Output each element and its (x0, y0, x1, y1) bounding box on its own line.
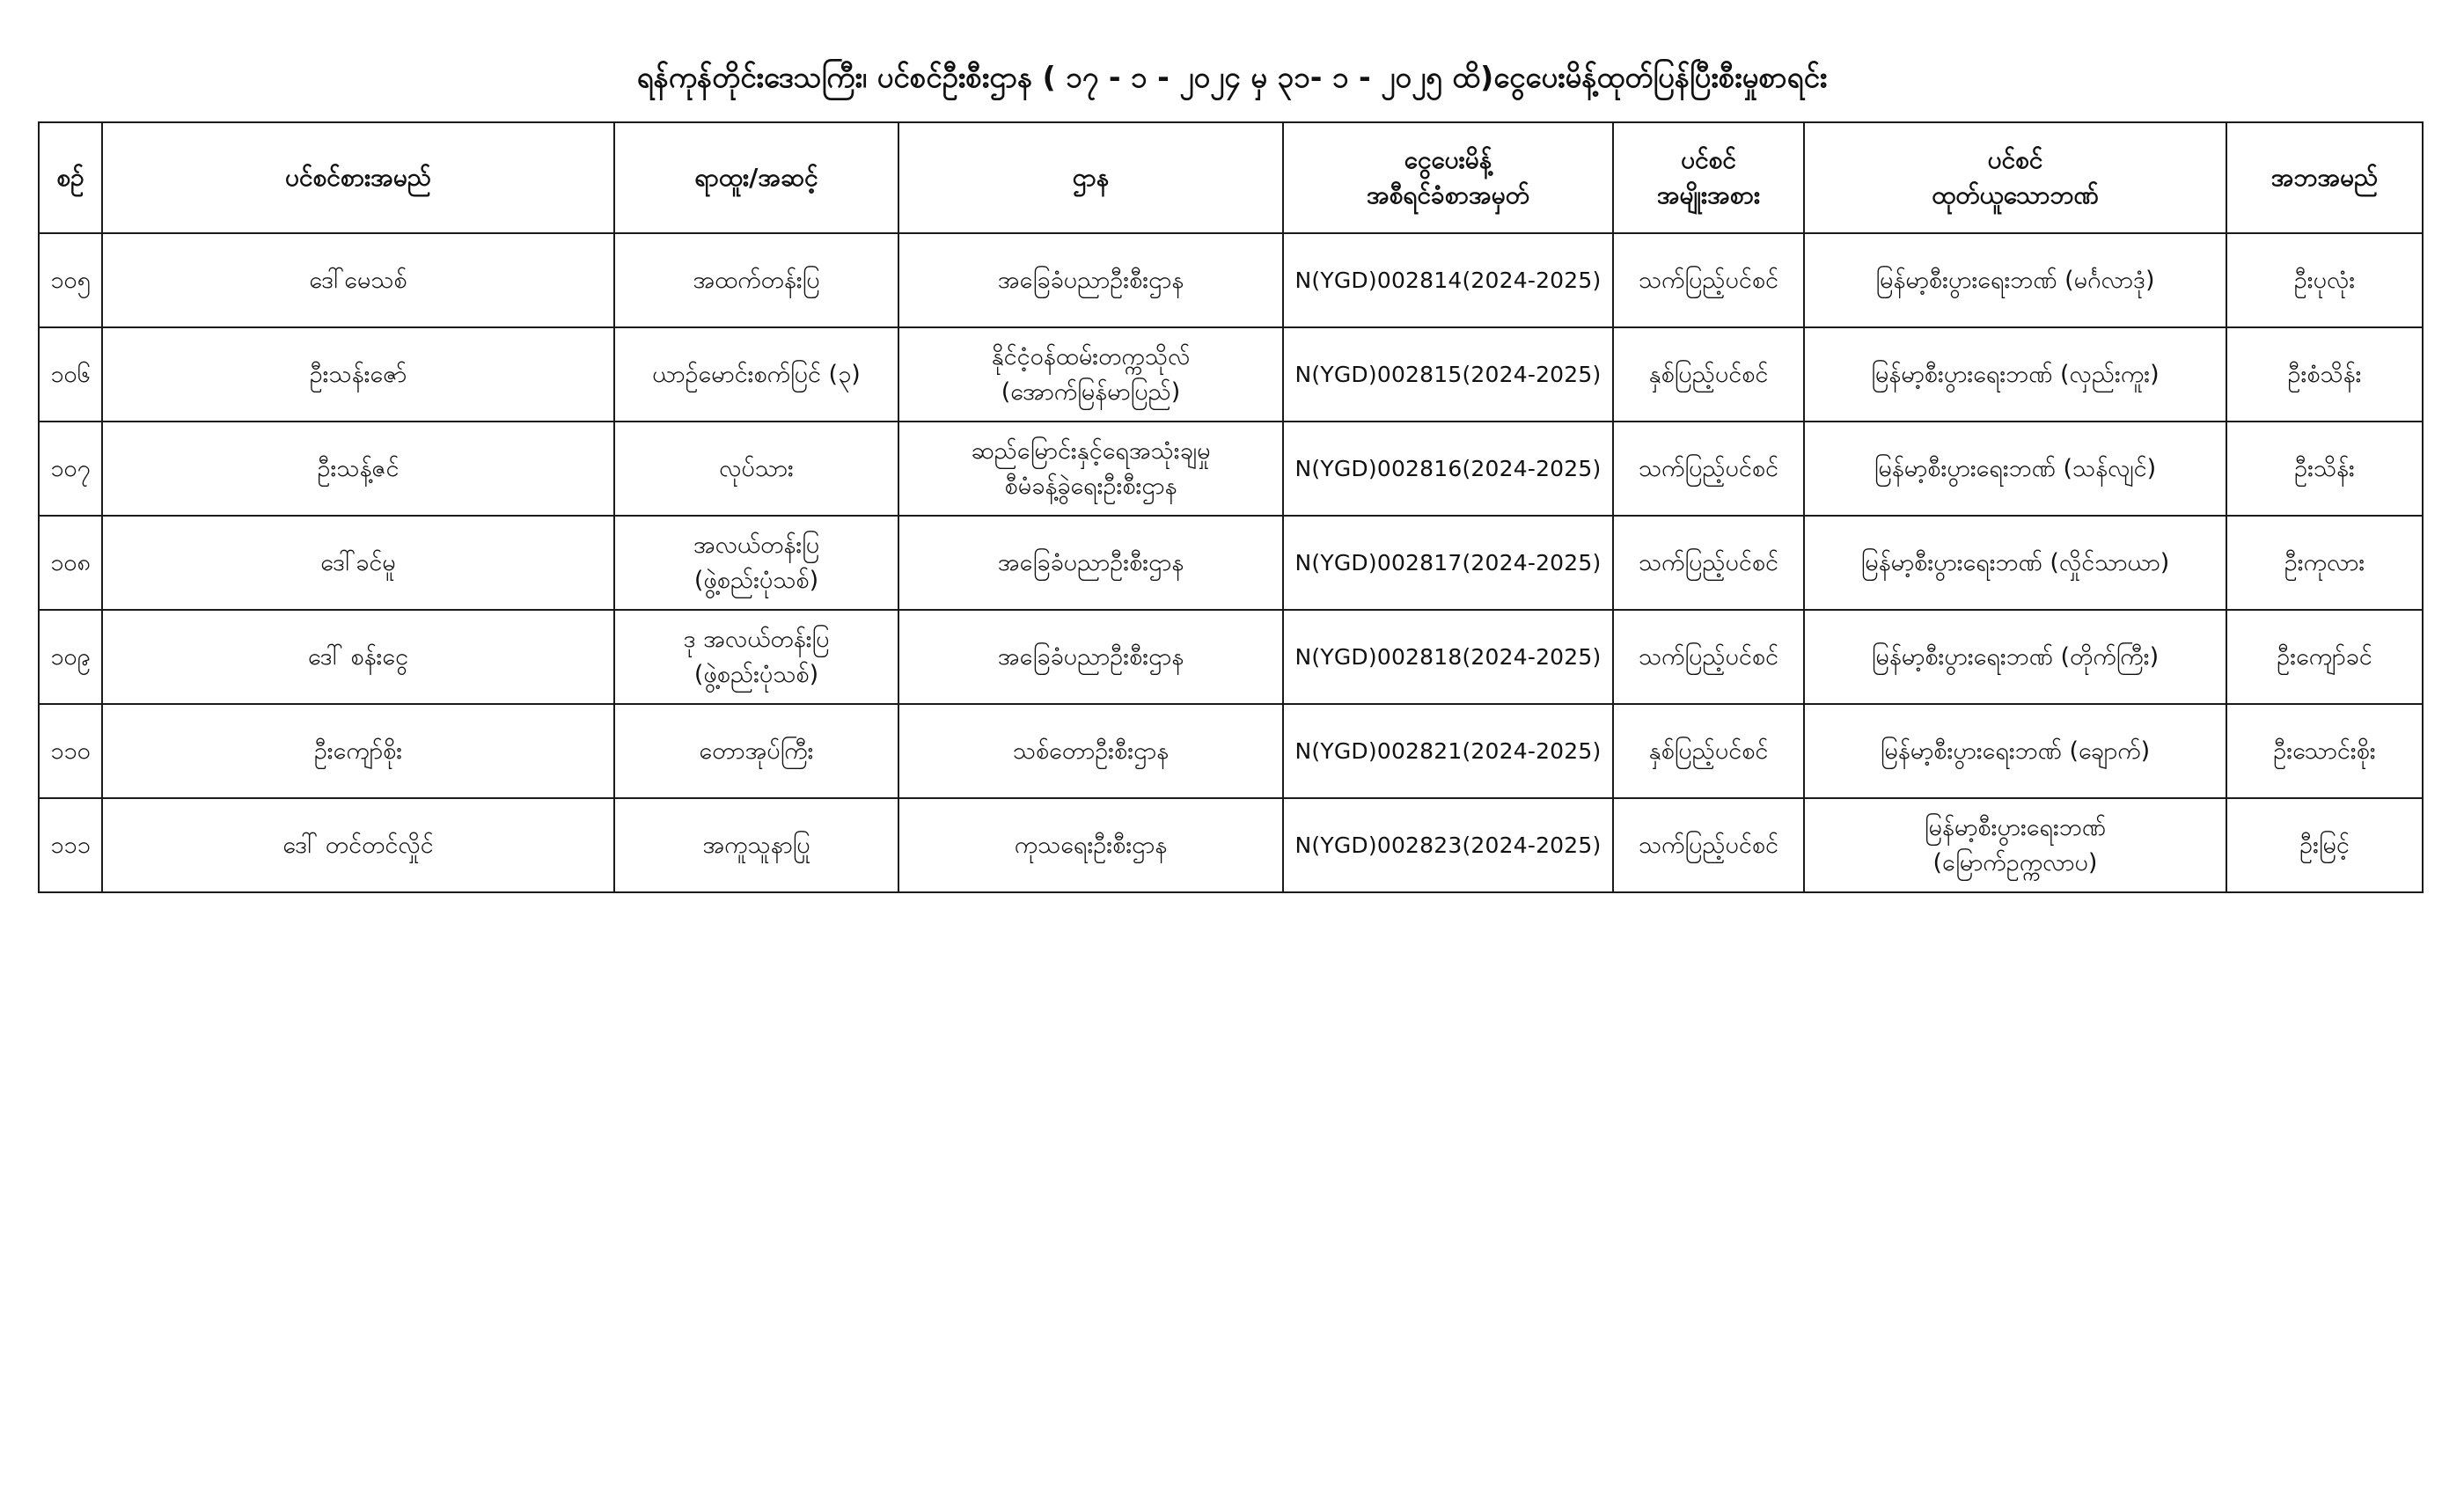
pensioner-name-cell: ဒေါ် စန်းငွေ (102, 610, 614, 704)
table-row (39, 704, 2423, 798)
department-cell: ဆည်မြောင်းနှင့်ရေအသုံးချမှု စီမံခန့်ခွဲရေးဦးစီးဌာန (898, 422, 1283, 516)
row-number-cell: ၁၀၆ (39, 327, 102, 422)
pension-type-cell: သက်ပြည့်ပင်စင် (1613, 516, 1804, 610)
table-row (39, 327, 2423, 422)
pensioner-name-cell: ဒေါ်မေသစ် (102, 233, 614, 327)
department-cell: သစ်တောဦးစီးဌာန (898, 704, 1283, 798)
bank-cell: မြန်မာ့စီးပွားရေးဘဏ် (ချောက်) (1804, 704, 2226, 798)
pension-type-cell: သက်ပြည့်ပင်စင် (1613, 233, 1804, 327)
pension-type-cell: သက်ပြည့်ပင်စင် (1613, 798, 1804, 892)
pensioner-name-cell: ဒေါ်ခင်မူ (102, 516, 614, 610)
col-header-order-no: ငွေပေးမိန့် အစီရင်ခံစာအမှတ် (1283, 122, 1613, 233)
order-number-cell: N(YGD)002823(2024-2025) (1283, 798, 1613, 892)
father-name-cell: ဦးပုလုံး (2226, 233, 2423, 327)
pension-order-table (38, 121, 2424, 893)
order-number-cell: N(YGD)002818(2024-2025) (1283, 610, 1613, 704)
order-number-cell: N(YGD)002817(2024-2025) (1283, 516, 1613, 610)
department-cell: နိုင်ငံ့ဝန်ထမ်းတက္ကသိုလ် (အောက်မြန်မာပြည်) (898, 327, 1283, 422)
col-header-father-name: အဘအမည် (2226, 122, 2423, 233)
row-number-cell: ၁၁၀ (39, 704, 102, 798)
department-cell: အခြေခံပညာဦးစီးဌာန (898, 233, 1283, 327)
row-number-cell: ၁၀၇ (39, 422, 102, 516)
pension-type-cell: သက်ပြည့်ပင်စင် (1613, 610, 1804, 704)
order-number-cell: N(YGD)002815(2024-2025) (1283, 327, 1613, 422)
col-header-bank: ပင်စင် ထုတ်ယူသောဘဏ် (1804, 122, 2226, 233)
rank-cell: အထက်တန်းပြ (614, 233, 898, 327)
table-body (39, 233, 2423, 892)
department-cell: ကုသရေးဦးစီးဌာန (898, 798, 1283, 892)
pensioner-name-cell: ဦးသန်းဇော် (102, 327, 614, 422)
rank-cell: လုပ်သား (614, 422, 898, 516)
table-row (39, 422, 2423, 516)
pension-type-cell: နှစ်ပြည့်ပင်စင် (1613, 704, 1804, 798)
order-number-cell: N(YGD)002821(2024-2025) (1283, 704, 1613, 798)
bank-cell: မြန်မာ့စီးပွားရေးဘဏ် (တိုက်ကြီး) (1804, 610, 2226, 704)
rank-cell: အကူသူနာပြု (614, 798, 898, 892)
col-header-name: ပင်စင်စားအမည် (102, 122, 614, 233)
table-row (39, 610, 2423, 704)
row-number-cell: ၁၀၉ (39, 610, 102, 704)
father-name-cell: ဦးကျော်ခင် (2226, 610, 2423, 704)
document-title: ရန်ကုန်တိုင်းဒေသကြီး၊ ပင်စင်ဦးစီးဌာန ( ၁၇ - ၁ - ၂၀၂၄ မှ ၃၁- ၁ - ၂၀၂၅ ထိ)ငွေပေးမိန့်ထုတ်ပြန်ပြီးစီးမှုစာရင်း (636, 60, 1828, 94)
rank-cell: တောအုပ်ကြီး (614, 704, 898, 798)
father-name-cell: ဦးမြင့် (2226, 798, 2423, 892)
father-name-cell: ဦးကုလား (2226, 516, 2423, 610)
department-cell: အခြေခံပညာဦးစီးဌာန (898, 610, 1283, 704)
table-row (39, 233, 2423, 327)
department-cell: အခြေခံပညာဦးစီးဌာန (898, 516, 1283, 610)
pension-type-cell: သက်ပြည့်ပင်စင် (1613, 422, 1804, 516)
rank-cell: အလယ်တန်းပြ (ဖွဲ့စည်းပုံသစ်) (614, 516, 898, 610)
bank-cell: မြန်မာ့စီးပွားရေးဘဏ် (လှည်းကူး) (1804, 327, 2226, 422)
row-number-cell: ၁၀၅ (39, 233, 102, 327)
pensioner-name-cell: ဦးကျော်စိုး (102, 704, 614, 798)
row-number-cell: ၁၁၁ (39, 798, 102, 892)
father-name-cell: ဦးစံသိန်း (2226, 327, 2423, 422)
header-row (39, 122, 2423, 233)
col-header-department: ဌာန (898, 122, 1283, 233)
pensioner-name-cell: ဒေါ် တင်တင်လှိုင် (102, 798, 614, 892)
col-header-no: စဉ် (39, 122, 102, 233)
order-number-cell: N(YGD)002816(2024-2025) (1283, 422, 1613, 516)
rank-cell: ဒု အလယ်တန်းပြ (ဖွဲ့စည်းပုံသစ်) (614, 610, 898, 704)
father-name-cell: ဦးသိန်း (2226, 422, 2423, 516)
pension-type-cell: နှစ်ပြည့်ပင်စင် (1613, 327, 1804, 422)
table-row (39, 516, 2423, 610)
rank-cell: ယာဉ်မောင်းစက်ပြင် (၃) (614, 327, 898, 422)
bank-cell: မြန်မာ့စီးပွားရေးဘဏ် (မင်္ဂလာဒုံ) (1804, 233, 2226, 327)
order-number-cell: N(YGD)002814(2024-2025) (1283, 233, 1613, 327)
col-header-pension-type: ပင်စင် အမျိုးအစား (1613, 122, 1804, 233)
father-name-cell: ဦးသောင်းစိုး (2226, 704, 2423, 798)
bank-cell: မြန်မာ့စီးပွားရေးဘဏ် (မြောက်ဥက္ကလာပ) (1804, 798, 2226, 892)
bank-cell: မြန်မာ့စီးပွားရေးဘဏ် (သန်လျင်) (1804, 422, 2226, 516)
col-header-rank: ရာထူး/အဆင့် (614, 122, 898, 233)
bank-cell: မြန်မာ့စီးပွားရေးဘဏ် (လှိုင်သာယာ) (1804, 516, 2226, 610)
row-number-cell: ၁၀၈ (39, 516, 102, 610)
pensioner-name-cell: ဦးသန့်ဇင် (102, 422, 614, 516)
table-row (39, 798, 2423, 892)
